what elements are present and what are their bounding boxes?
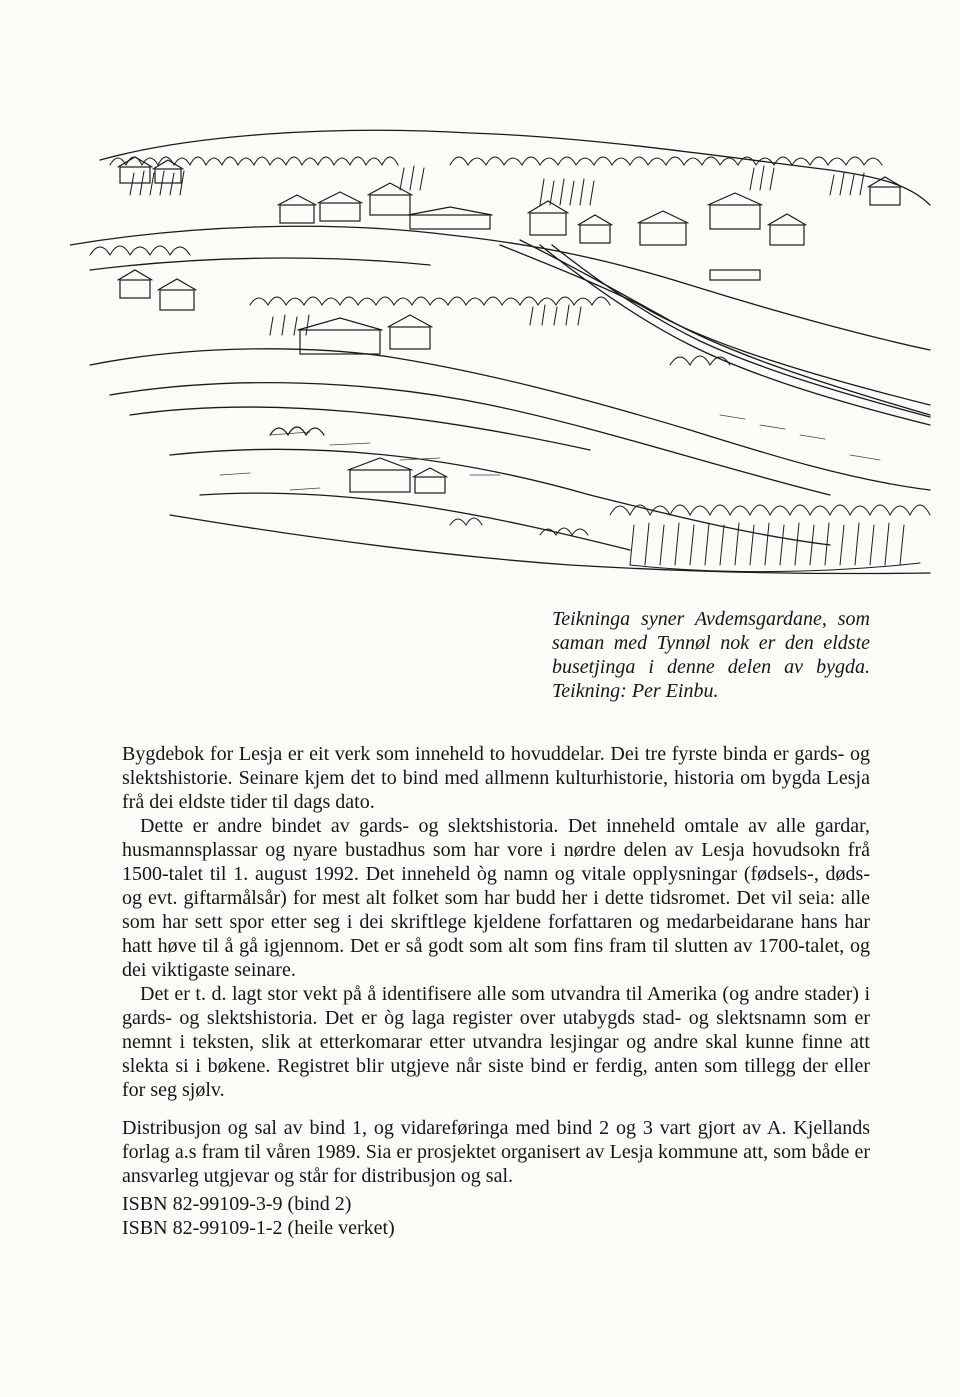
isbn-block [122, 1192, 395, 1240]
illustration-caption [552, 607, 870, 703]
paragraph-3: Det er t. d. lagt stor vekt på å identifisere alle som utvandra til Amerika (og andre stader) i gards- og slektshistoria. Det er òg laga register over utabygds stad- og slektsnamn som er nemnt i teksten, slik at etterkomarar etter utvandra lesjingar og andre skal kunne finne att slekta si i bøkene. Registret blir utgjeve når siste bind er ferdig, anten som tillegg der eller for seg sjølv. [122, 983, 870, 1101]
isbn-line: ISBN 82-99109-3-9 (bind 2) [122, 1193, 352, 1215]
caption-text: Teikninga syner Avdemsgardane, som saman med Tynnøl nok er den eldste busetjinga i denne delen av bygda. Teikning: Per Einbu. [552, 608, 870, 702]
body-text [122, 742, 870, 1188]
paragraph-1: Bygdebok for Lesja er eit verk som inneheld to hovuddelar. Dei tre fyrste binda er gards- og slektshistorie. Seinare kjem det to bind med allmenn kulturhistorie, historia om bygda Lesja frå dei eldste tider til dags dato. [122, 743, 870, 813]
paragraph-4: Distribusjon og sal av bind 1, og vidareføringa med bind 2 og 3 vart gjort av A. Kjellands forlag a.s fram til våren 1989. Sia er prosjektet organisert av Lesja kommune att, som både er ansvarleg utgjevar og står for distribusjon og sal. [122, 1117, 870, 1187]
landscape-drawing [70, 95, 940, 585]
isbn-line: ISBN 82-99109-1-2 (heile verket) [122, 1217, 395, 1239]
paragraph-2: Dette er andre bindet av gards- og slektshistoria. Det inneheld omtale av alle gardar, husmannsplassar og nyare bustadhus som har vore i nørdre delen av Lesja hovudsokn frå 1500-talet til 1. august 1992. Det inneheld òg namn og vitale opplysningar (fødsels-, døds- og evt. giftarmålsår) for mest alt folket som har budd her i dette tidsromet. Det vil seia: alle som har sett spor etter seg i dei skriftlege kjeldene forfattaren og medarbeidarane hans har hatt høve til å gå igjennom. Det er så godt som alt som fins fram til slutten av 1700-talet, og dei viktigaste seinare. [122, 815, 870, 981]
